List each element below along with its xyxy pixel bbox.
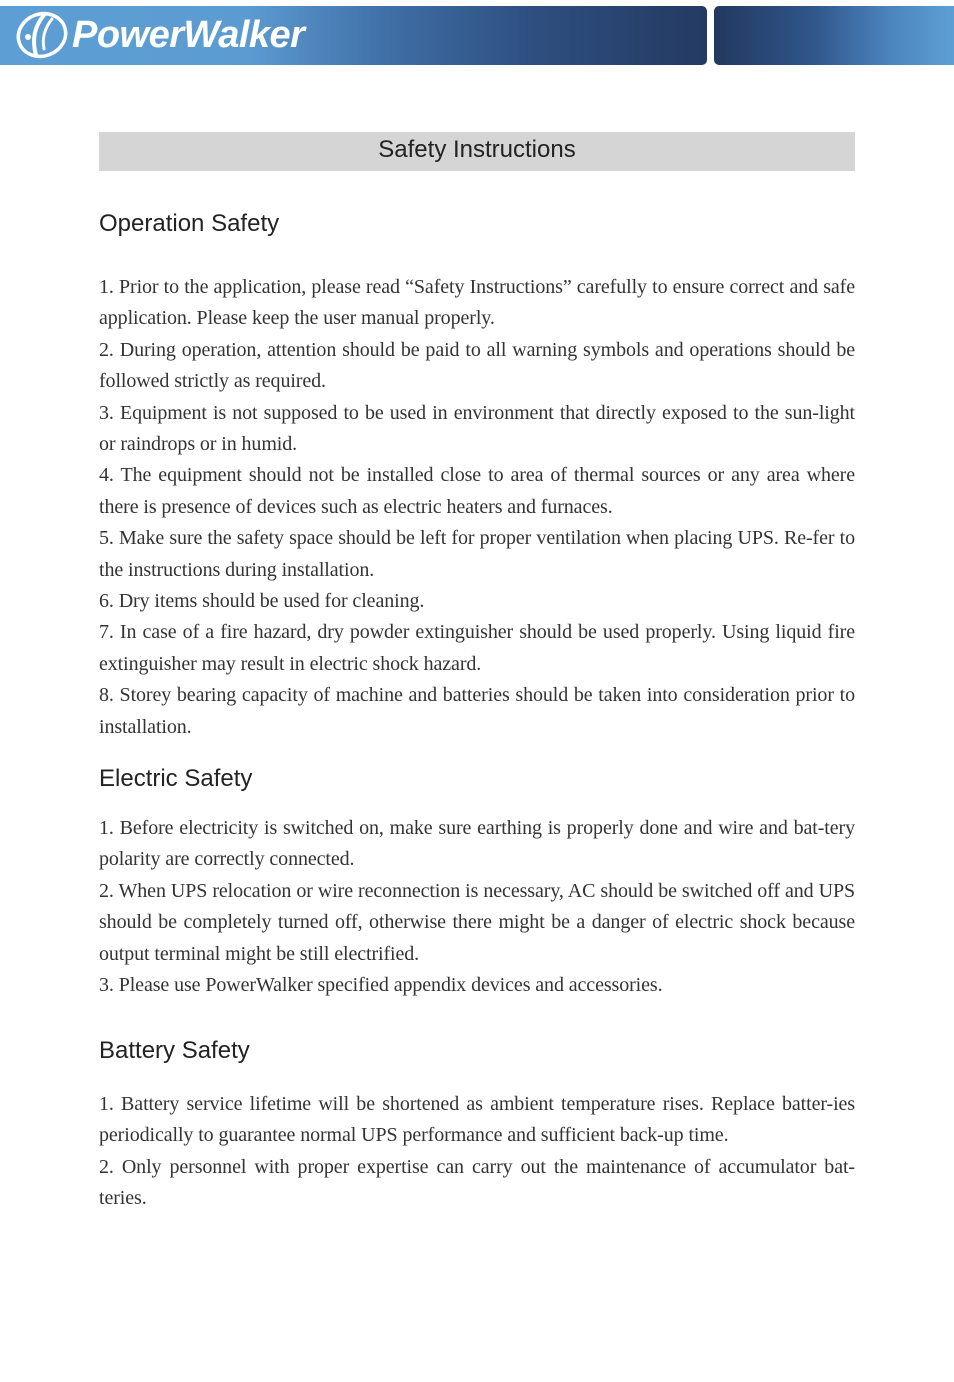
section-operation-safety: [99, 210, 855, 743]
list-item: 2. Only personnel with proper expertise can carry out the maintenance of accumulator bat-teries.: [99, 1155, 855, 1210]
powerwalker-logo-icon: [14, 9, 72, 61]
page-title: Safety Instructions: [99, 132, 855, 171]
header-banner-right: [714, 6, 954, 65]
list-item: 8. Storey bearing capacity of machine and batteries should be taken into consideration prior to installation.: [99, 684, 855, 738]
list-item: 4. The equipment should not be installed close to area of thermal sources or any area where there is presence of devices such as electric heaters and furnaces.: [99, 464, 855, 518]
header-banner-left: [0, 6, 707, 65]
section-heading: Operation Safety: [99, 210, 280, 237]
section-battery-safety: [99, 1037, 855, 1215]
item-list: [99, 272, 855, 743]
page-header: [0, 6, 954, 65]
list-item: 1. Prior to the application, please read “Safety Instructions” carefully to ensure correct and safe application. Please keep the user manual properly.: [99, 276, 855, 330]
list-item: 1. Battery service lifetime will be shortened as ambient temperature rises. Replace batter-ies periodically to guarantee normal UPS performance and sufficient back-up time.: [99, 1093, 855, 1147]
list-item: 3. Please use PowerWalker specified appendix devices and accessories.: [99, 974, 663, 997]
section-heading: Electric Safety: [99, 765, 253, 792]
list-item: 7. In case of a fire hazard, dry powder extinguisher should be used properly. Using liquid fire extinguisher may result in electric shock hazard.: [99, 621, 855, 675]
list-item: 3. Equipment is not supposed to be used in environment that directly exposed to the sun-light or raindrops or in humid.: [99, 401, 855, 456]
list-item: 5. Make sure the safety space should be left for proper ventilation when placing UPS. Re-fer to the instructions during installation.: [99, 527, 855, 581]
list-item: 1. Before electricity is switched on, make sure earthing is properly done and wire and bat-tery polarity are correctly connected.: [99, 817, 855, 871]
list-item: 6. Dry items should be used for cleaning.: [99, 590, 425, 613]
item-list: [99, 813, 855, 1001]
section-heading: Battery Safety: [99, 1037, 250, 1064]
list-item: 2. During operation, attention should be paid to all warning symbols and operations should be followed strictly as required.: [99, 338, 855, 393]
section-electric-safety: [99, 765, 855, 1001]
list-item: 2. When UPS relocation or wire reconnection is necessary, AC should be switched off and UPS should be completely turned off, otherwise there might be a danger of electric shock because output terminal might be still electrified.: [99, 879, 855, 965]
item-list: [99, 1089, 855, 1215]
brand-logo: [14, 9, 304, 61]
brand-name: PowerWalker: [72, 13, 305, 56]
